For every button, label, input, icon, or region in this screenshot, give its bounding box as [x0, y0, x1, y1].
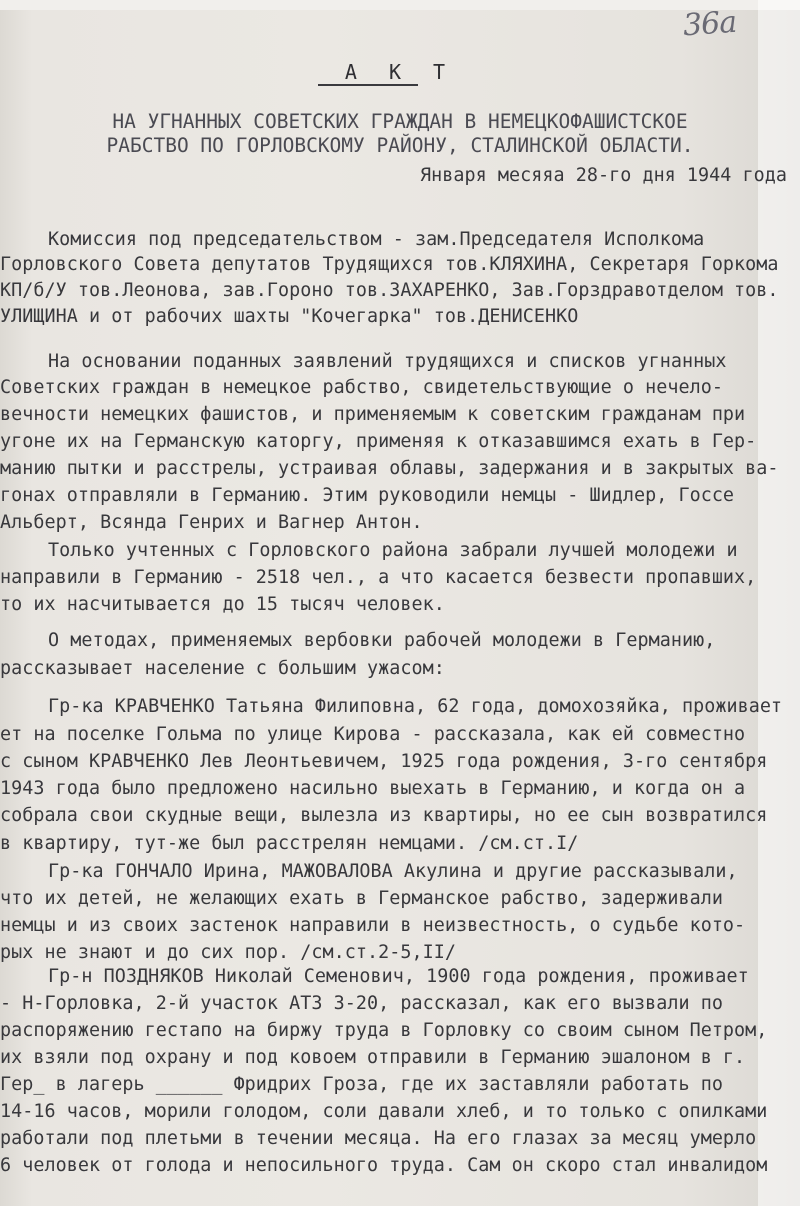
body-line: Горловского Совета депутатов Трудящихся тов.КЛЯХИНА, Секретаря Горкома — [0, 254, 779, 275]
body-line: с сыном КРАВЧЕНКО Лев Леонтьевичем, 1925 года рождения, 3-го сентября — [0, 751, 768, 772]
body-line: 14-16 часов, морили голодом, соли давали хлеб, и то только с опилками — [0, 1101, 768, 1122]
title-underline — [318, 84, 418, 86]
body-line: Гр-н ПОЗДНЯКОВ Николай Семенович, 1900 года рождения, проживает — [48, 966, 749, 987]
body-line: Гр-ка ГОНЧАЛО Ирина, МАЖОВАЛОВА Акулина и другие рассказывали, — [48, 861, 738, 882]
body-line: угоне их на Германскую каторгу, применяя к отказавшимся ехать в Гер- — [0, 431, 757, 452]
body-line: работали под плетьми в течении месяцa. На его глазах за месяц умерло — [0, 1128, 757, 1149]
body-line: На основании поданных заявлений трудящихся и списков угнанных — [48, 351, 727, 372]
body-line: что их детей, не желающих ехать в Германское рабство, задерживали — [0, 888, 723, 909]
body-line: Комиссия под председательством - зам.Председателя Исполкома — [48, 229, 705, 250]
handwritten-page-number: 36a — [681, 4, 738, 44]
body-line: - Н-Горловка, 2-й участок АТЗ 3-20, рассказал, как его вызвали по — [0, 993, 723, 1014]
heading-line: РАБСТВО ПО ГОРЛОВСКОМУ РАЙОНУ, СТАЛИНСКОЙ ОБЛАСТИ. — [106, 134, 694, 157]
body-line: О методах, применяемых вербовки рабочей молодежи в Германию, — [48, 630, 716, 651]
body-line: Гр-ка КРАВЧЕНКО Татьяна Филиповна, 62 года, домохозяйка, проживает — [48, 696, 783, 717]
body-line: КП/б/У тов.Леонова, зав.Гороно тов.ЗАХАРЕНКО, Зав.Горздравотделом тов. — [0, 280, 779, 301]
heading-line: НА УГНАННЫХ СОВЕТСКИХ ГРАЖДАН В НЕМЕЦКОФАШИСТСКОЕ — [112, 110, 688, 133]
body-line: гонах отправляли в Германию. Этим руководили немцы - Шидлер, Госсе — [0, 485, 735, 506]
body-line: их взяли под охрану и под ковоем отправили в Германию эшалоном в г. — [0, 1047, 746, 1068]
body-line: то их насчитывается до 15 тысяч человек. — [0, 594, 445, 615]
body-line: направили в Германию - 2518 чел., а что касается безвести пропавших, — [0, 567, 757, 588]
body-line: манию пытки и расстрелы, устраивая облавы, задержания и в закрытых ва- — [0, 458, 779, 479]
body-line: рых не знают и до сих пор. /см.ст.2-5,II/ — [0, 942, 457, 963]
body-line: ет на поселке Гольма по улице Кирова - рассказала, как ей совместно — [0, 724, 746, 745]
body-line: Советских граждан в немецкое рабство, свидетельствующие о нечело- — [0, 377, 723, 398]
top-margin-strip — [0, 0, 800, 10]
document-title: А К Т — [344, 60, 456, 84]
body-line: в квартиру, тут-же был расстрелян немцами. /см.ст.I/ — [0, 833, 579, 854]
body-line: собрала свои скудные вещи, вылезла из квартиры, но ее сын возвратился — [0, 805, 768, 826]
body-line: немцы и из своих застенок направили в неизвестность, о судьбе кото- — [0, 915, 746, 936]
body-line: распоряжению гестапо на биржу труда в Горловку со своим сыном Петром, — [0, 1020, 768, 1041]
body-line: вечности немецких фашистов, и применяемым к советским гражданам при — [0, 404, 746, 425]
body-line: Только учтенных с Горловского района забрали лучшей молодежи и — [48, 540, 738, 561]
body-line: рассказывает население с большим ужасом: — [0, 658, 445, 679]
body-line: УЛИЩИНА и от рабочих шахты "Кочегарка" тов.ДЕНИСЕНКО — [0, 306, 579, 327]
body-line: 1943 года было предложено насильно выехать в Германию, и когда он а — [0, 778, 746, 799]
body-line: 6 человек от голода и непосильного труда. Сам он скоро стал инвалидом — [0, 1155, 768, 1176]
body-line: Гер_ в лагерь ______ Фридрих Гроза, где их заставляли работать по — [0, 1074, 723, 1095]
body-line: Альберт, Всянда Генрих и Вагнер Антон. — [0, 512, 423, 533]
document-date: Января месяяа 28-го дня 1944 года — [420, 165, 788, 186]
